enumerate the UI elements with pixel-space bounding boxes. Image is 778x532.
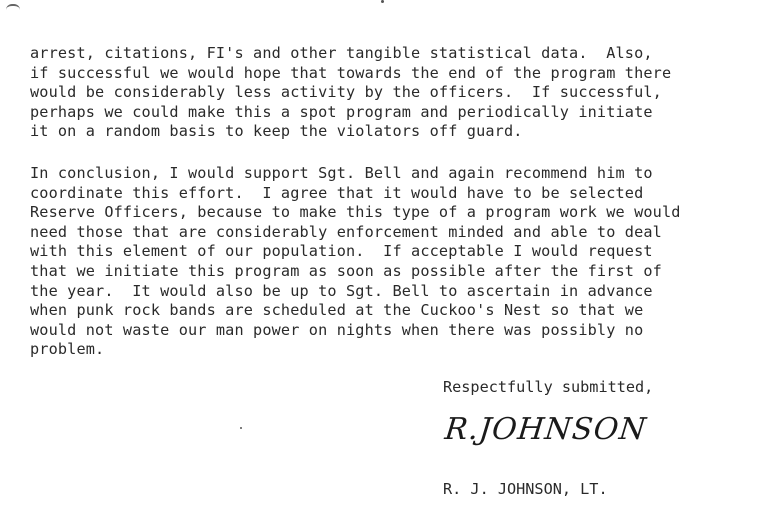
text-line: with this element of our population. If acceptable I would request bbox=[30, 242, 653, 261]
text-line: coordinate this effort. I agree that it would have to be selected bbox=[30, 183, 644, 202]
text-line: arrest, citations, FI's and other tangible statistical data. Also, bbox=[30, 44, 653, 62]
signer-name: R. J. JOHNSON, LT. bbox=[443, 480, 608, 498]
text-line: In conclusion, I would support Sgt. Bell and again recommend him to bbox=[30, 164, 653, 182]
text-line: would be considerably less activity by the officers. If successful, bbox=[30, 83, 662, 102]
scan-speck bbox=[381, 0, 384, 3]
text-line: if successful we would hope that towards the end of the program there bbox=[30, 63, 672, 82]
text-line: need those that are considerably enforcement minded and able to deal bbox=[30, 222, 662, 241]
scan-speck bbox=[240, 427, 242, 429]
paragraph-conclusion bbox=[30, 164, 775, 360]
scan-mark bbox=[6, 4, 20, 10]
text-line: it on a random basis to keep the violators off guard. bbox=[30, 122, 523, 141]
paragraph-continuation bbox=[30, 44, 775, 142]
text-line: perhaps we could make this a spot program and periodically initiate bbox=[30, 102, 653, 121]
signature-text: R.JOHNSON bbox=[443, 412, 649, 447]
text-line: when punk rock bands are scheduled at the Cuckoo's Nest so that we bbox=[30, 301, 644, 320]
text-line: the year. It would also be up to Sgt. Bell to ascertain in advance bbox=[30, 281, 653, 300]
text-line: would not waste our man power on nights when there was possibly no bbox=[30, 320, 644, 339]
text-line: problem. bbox=[30, 340, 105, 359]
text-line: Reserve Officers, because to make this type of a program work we would bbox=[30, 203, 681, 222]
text-line: that we initiate this program as soon as possible after the first of bbox=[30, 261, 662, 280]
closing-salutation: Respectfully submitted, bbox=[443, 378, 654, 396]
handwritten-signature bbox=[443, 412, 649, 460]
